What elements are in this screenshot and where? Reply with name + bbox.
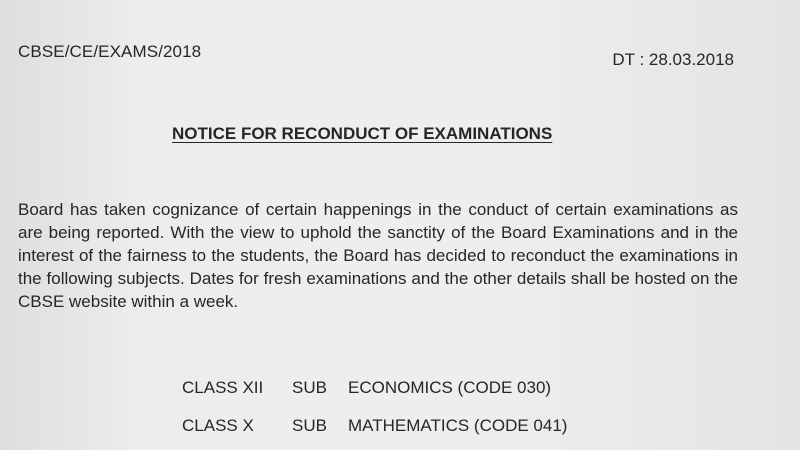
subject-name: ECONOMICS (CODE 030) xyxy=(348,378,552,397)
subject-name: MATHEMATICS (CODE 041) xyxy=(348,416,568,435)
subject-sub-label: SUB xyxy=(292,378,327,397)
notice-date: DT : 28.03.2018 xyxy=(612,50,734,69)
notice-title: NOTICE FOR RECONDUCT OF EXAMINATIONS xyxy=(172,124,553,143)
notice-body: Board has taken cognizance of certain happenings in the conduct of certain examinations as are being reported. With the view to uphold the sanctity of the Board Examinations and in the interest of the fairness to the students, the Board has decided to reconduct the examinations in the following subjects. Dates for fresh examinations and the other details shall be hosted on the CBSE website within a week. xyxy=(18,200,738,311)
subject-class: CLASS X xyxy=(182,416,254,435)
reference-number: CBSE/CE/EXAMS/2018 xyxy=(18,42,202,61)
subject-class: CLASS XII xyxy=(182,378,264,397)
subject-sub-label: SUB xyxy=(292,416,327,435)
